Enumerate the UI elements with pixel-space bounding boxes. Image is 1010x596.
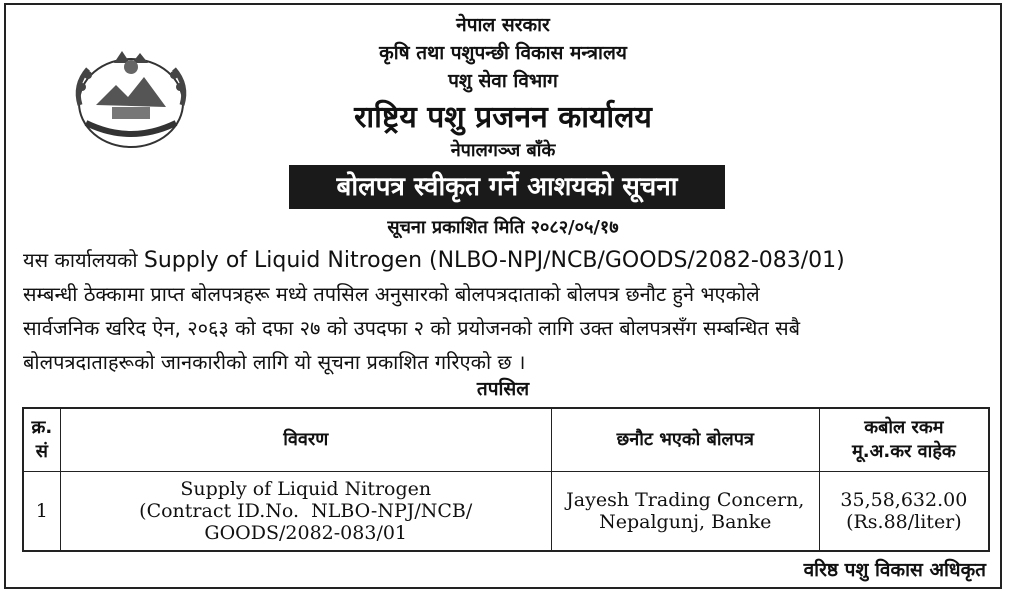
- row-bidder: [551, 472, 819, 552]
- schedule-table: [22, 407, 990, 552]
- body-line-2: सम्बन्धी ठेक्कामा प्राप्त बोलपत्रहरू मध्ये तपसिल अनुसारको बोलपत्रदाताको बोलपत्र छनौट हुने भएकोले: [23, 282, 760, 306]
- body-line-1-english: Supply of Liquid Nitrogen (NLBO-NPJ/NCB/GOODS/2082-083/01): [143, 248, 845, 273]
- signoff-officer: वरिष्ठ पशु विकास अधिकृत: [803, 559, 986, 581]
- header-amount-line1: कबोल रकम: [864, 417, 944, 438]
- body-line-1: [23, 243, 991, 278]
- table-row: [23, 472, 989, 552]
- table-header-row: [23, 408, 989, 472]
- header-amount: [819, 408, 989, 472]
- department-name: पशु सेवा विभाग: [448, 70, 558, 92]
- ministry-name: कृषि तथा पशुपन्छी विकास मन्त्रालय: [379, 42, 627, 64]
- row-description: [60, 472, 551, 552]
- header-sn: [23, 408, 60, 472]
- header-sn-line2: सं: [35, 441, 48, 462]
- row-sn: 1: [23, 472, 60, 552]
- body-line-3: सार्वजनिक खरिद ऐन, २०६३ को दफा २७ को उपदफा २ को प्रयोजनको लागि उक्त बोलपत्रसँग सम्बन्धित सबै: [23, 316, 801, 340]
- row-desc-line2: (Contract ID.No. NLBO-NPJ/NCB/: [139, 500, 473, 522]
- row-amount: [819, 472, 989, 552]
- row-desc-line3: GOODS/2082-083/01: [204, 522, 408, 544]
- row-amount-line2: (Rs.88/liter): [846, 511, 962, 533]
- header-description: विवरण: [60, 408, 551, 472]
- body-line-4: बोलपत्रदाताहरूको जानकारीको लागि यो सूचना प्रकाशित गरिएको छ ।: [23, 350, 526, 374]
- body-line-1-prefix: यस कार्यालयको: [23, 248, 138, 272]
- row-desc-line1: Supply of Liquid Nitrogen: [180, 478, 432, 500]
- published-date: सूचना प्रकाशित मिति २०८२/०५/१७: [387, 217, 619, 238]
- notice-title: बोलपत्र स्वीकृत गर्ने आशयको सूचना: [289, 165, 725, 209]
- office-name: राष्ट्रिय पशु प्रजनन कार्यालय: [354, 100, 652, 135]
- header-amount-line2: मू.अ.कर वाहेक: [852, 441, 956, 462]
- notice-frame: [4, 3, 1002, 589]
- govt-name: नेपाल सरकार: [456, 14, 550, 36]
- row-bidder-line2: Nepalgunj, Banke: [599, 511, 772, 533]
- office-location: नेपालगञ्ज बाँके: [450, 140, 556, 161]
- header-sn-line1: क्र.: [31, 417, 53, 438]
- row-bidder-line1: Jayesh Trading Concern,: [566, 489, 805, 511]
- row-amount-line1: 35,58,632.00: [840, 489, 968, 511]
- schedule-heading: तपसिल: [476, 378, 530, 400]
- header-selected-bid: छनौट भएको बोलपत्र: [551, 408, 819, 472]
